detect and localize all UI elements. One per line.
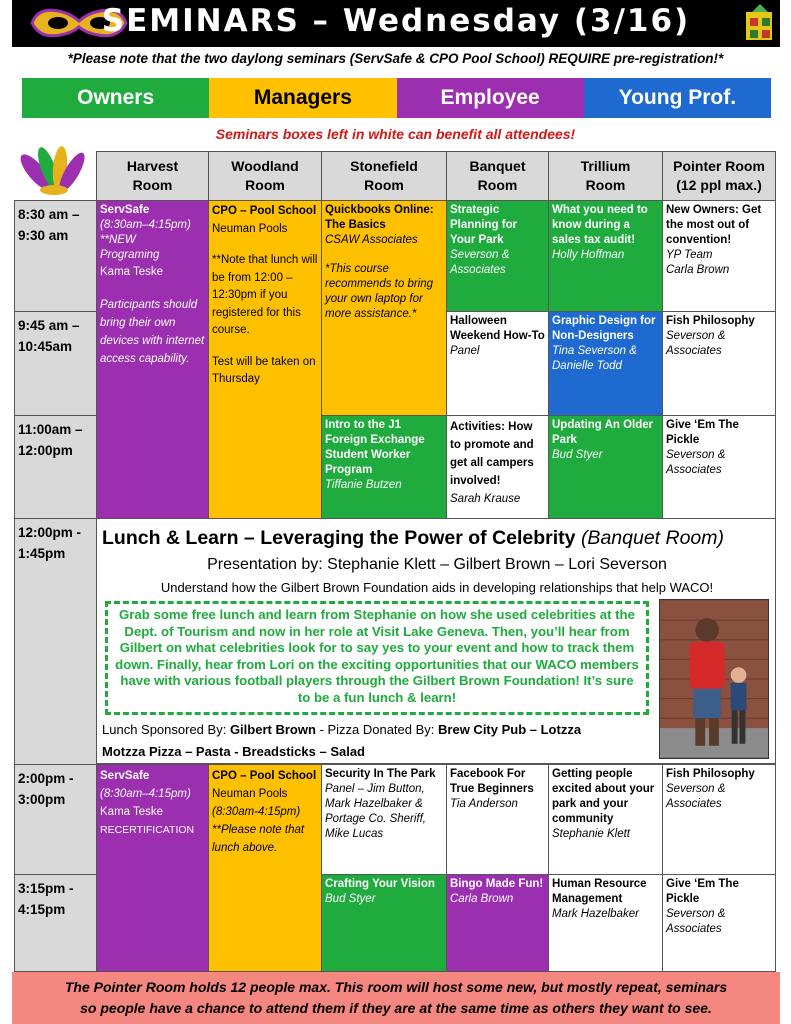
- session-pickle-afternoon: [662, 874, 776, 972]
- room-label: (12 ppl max.): [676, 177, 762, 193]
- session-cpo-morning: [208, 200, 322, 519]
- session-title: CPO – Pool School: [212, 770, 317, 782]
- lunch-description: Understand how the Gilbert Brown Foundation aids in developing relationships that help WACO!: [160, 580, 714, 595]
- session-bingo: [446, 874, 549, 972]
- time-start: 8:30 am –: [18, 207, 80, 222]
- session-speaker: Carla Brown: [666, 264, 730, 276]
- lunch-title: [102, 527, 724, 550]
- session-speaker: Sarah Krause: [450, 493, 521, 505]
- title-banner: [12, 0, 780, 47]
- celebrity-photo: [659, 599, 769, 759]
- session-tag: **NEW: [100, 234, 136, 246]
- session-quickbooks: [321, 200, 447, 416]
- session-speaker: Tia Anderson: [450, 798, 518, 810]
- legend-employee: Employee: [397, 78, 584, 118]
- session-cpo-afternoon: [208, 764, 322, 972]
- feathers-icon: [14, 146, 94, 198]
- room-header-banquet: [446, 151, 549, 201]
- room-name: Woodland: [231, 158, 299, 174]
- session-title: ServSafe: [100, 204, 150, 216]
- session-strategic-planning: [446, 200, 549, 312]
- session-servsafe-afternoon: [96, 764, 209, 972]
- room-label: Room: [477, 177, 518, 193]
- session-speaker: Kama Teske: [100, 806, 164, 818]
- session-note: Test will be taken on Thursday: [212, 355, 316, 385]
- lunch-title-text: Lunch & Learn – Leveraging the Power of Celebrity: [102, 527, 576, 549]
- session-hours: (8:30am–4:15pm): [100, 788, 191, 800]
- session-speaker: Severson & Associates: [666, 783, 726, 810]
- pizza-label: - Pizza Donated By:: [319, 722, 435, 737]
- room-name: Trillium: [580, 158, 631, 174]
- session-speaker: Neuman Pools: [212, 222, 288, 235]
- room-label: Room: [364, 177, 404, 193]
- session-title: Halloween Weekend How-To: [450, 315, 545, 342]
- legend-managers: Managers: [209, 78, 396, 118]
- session-speaker: Panel – Jim Button, Mark Hazelbaker & Portage Co. Sheriff, Mike Lucas: [325, 783, 426, 840]
- room-name: Stonefield: [350, 158, 418, 174]
- room-label: Room: [585, 177, 626, 193]
- pizza-sponsor: Brew City Pub – Lotzza: [438, 722, 582, 737]
- room-label: Room: [132, 177, 173, 193]
- session-hours: (8:30am-4:15pm): [212, 806, 301, 818]
- lunch-presenters: Presentation by: Stephanie Klett – Gilbert Brown – Lori Severson: [207, 556, 667, 573]
- session-crafting-vision: [321, 874, 447, 972]
- lunch-blurb: Grab some free lunch and learn from Stephanie on how she used celebrities at the Dept. of Tourism and now in her role at Visit Lake Geneva. Then, you’ll hear from Gilbert on what celebrities look for to say yes to your event and how to track them down. Finally, hear from Lori on the exciting opportunities that our WACO members have with various football players through the Gilbert Brown Foundation! It’s sure to be a fun lunch & learn!: [105, 601, 649, 715]
- session-note: *This course recommends to bring your own laptop for more assistance.*: [325, 263, 434, 320]
- session-title: New Owners: Get the most out of convention!: [666, 204, 762, 246]
- session-speaker: Severson & Associates: [666, 330, 726, 357]
- room-name: Banquet: [469, 158, 526, 174]
- lunch-menu: Motzza Pizza – Pasta - Breadsticks – Salad: [102, 744, 365, 759]
- session-speaker: Carla Brown: [450, 893, 514, 905]
- session-speaker: YP Team: [666, 249, 713, 261]
- page-title: SEMINARS – Wednesday (3/16): [101, 3, 691, 39]
- white-boxes-note: Seminars boxes left in white can benefit all attendees!: [215, 126, 576, 142]
- time-slot-6: [14, 874, 97, 972]
- session-title: Updating An Older Park: [552, 419, 654, 446]
- session-title: What you need to know during a sales tax audit!: [552, 204, 648, 246]
- session-fish-philosophy-morning: [662, 311, 776, 416]
- time-slot-4: [14, 518, 97, 765]
- time-start: 11:00am –: [18, 422, 83, 437]
- time-start: 12:00pm -: [18, 525, 82, 540]
- room-header-stonefield: [321, 151, 447, 201]
- lunch-and-learn-panel: [96, 518, 776, 764]
- session-speaker: Severson & Associates: [450, 249, 510, 276]
- room-header-pointer: [662, 151, 776, 201]
- session-speaker: Bud Styer: [325, 893, 376, 905]
- session-speaker: Tina Severson & Danielle Todd: [552, 345, 637, 372]
- room-header-trillium: [548, 151, 663, 201]
- session-activities: [446, 415, 549, 519]
- session-title: Give ‘Em The Pickle: [666, 878, 739, 905]
- session-speaker: Kama Teske: [100, 266, 164, 278]
- session-speaker: Mark Hazelbaker: [552, 908, 639, 920]
- sponsor-label: Lunch Sponsored By:: [102, 722, 227, 737]
- session-new-owners: [662, 200, 776, 312]
- session-pickle-morning: [662, 415, 776, 519]
- time-end: 4:15pm: [18, 902, 66, 917]
- session-title: Getting people excited about your park and your community: [552, 768, 655, 825]
- session-title: ServSafe: [100, 770, 150, 782]
- session-human-resource: [548, 874, 663, 972]
- session-facebook: [446, 764, 549, 875]
- category-legend: [22, 78, 771, 118]
- legend-young-prof: Young Prof.: [584, 78, 771, 118]
- time-end: 1:45pm: [18, 546, 66, 561]
- session-title: Fish Philosophy: [666, 315, 755, 327]
- session-title: Facebook For True Beginners: [450, 768, 534, 795]
- session-title: Quickbooks Online: The Basics: [325, 204, 434, 231]
- time-end: 9:30 am: [18, 228, 69, 243]
- session-note: Participants should bring their own devices with internet access capability.: [100, 299, 205, 365]
- legend-owners: Owners: [22, 78, 209, 118]
- session-halloween: [446, 311, 549, 416]
- room-label: Room: [245, 177, 285, 193]
- session-title: CPO – Pool School: [212, 205, 317, 217]
- session-speaker: Neuman Pools: [212, 788, 288, 800]
- session-title: Strategic Planning for Your Park: [450, 204, 518, 246]
- footer-line: so people have a chance to attend them if they are at the same time as others they want to see.: [80, 1000, 712, 1016]
- time-end: 3:00pm: [18, 792, 66, 807]
- session-graphic-design: [548, 311, 663, 416]
- session-note: RECERTIFICATION: [100, 824, 195, 836]
- session-speaker: CSAW Associates: [325, 234, 418, 246]
- sponsor-name: Gilbert Brown: [229, 722, 316, 737]
- session-speaker: Severson & Associates: [666, 449, 726, 476]
- session-speaker: Panel: [450, 345, 480, 357]
- session-speaker: Stephanie Klett: [552, 828, 631, 840]
- session-tag: Programing: [100, 249, 160, 261]
- time-start: 9:45 am –: [18, 318, 80, 333]
- time-slot-1: [14, 200, 97, 312]
- time-end: 10:45am: [18, 339, 73, 354]
- room-name: Pointer Room: [673, 158, 765, 174]
- time-start: 2:00pm -: [18, 771, 74, 786]
- session-title: Activities: How to promote and get all campers involved!: [450, 421, 534, 487]
- session-fish-philosophy-afternoon: [662, 764, 776, 875]
- session-getting-excited: [548, 764, 663, 875]
- lunch-sponsors: [102, 722, 581, 737]
- session-title: Bingo Made Fun!: [450, 878, 544, 890]
- session-note: **Please note that lunch above.: [212, 824, 305, 854]
- session-title: Crafting Your Vision: [325, 878, 435, 890]
- time-slot-5: [14, 764, 97, 875]
- session-servsafe-morning: [96, 200, 209, 519]
- preregistration-note: *Please note that the two daylong seminars (ServSafe & CPO Pool School) REQUIRE pre-registration!*: [67, 51, 724, 66]
- mascot-icon: [740, 4, 780, 44]
- room-name: Harvest: [126, 158, 179, 174]
- session-older-park: [548, 415, 663, 519]
- session-title: Human Resource Management: [552, 878, 647, 905]
- session-title: Security In The Park: [325, 768, 436, 780]
- session-note: **Note that lunch will be from 12:00 – 12:30pm if you registered for this course.: [212, 254, 318, 336]
- session-title: Intro to the J1 Foreign Exchange Student Worker Program: [325, 419, 425, 476]
- lunch-room: (Banquet Room): [580, 527, 725, 549]
- session-hours: (8:30am–4:15pm): [100, 219, 191, 231]
- session-sales-tax: [548, 200, 663, 312]
- pointer-room-footer: [12, 972, 780, 1024]
- time-start: 3:15pm -: [18, 881, 74, 896]
- session-speaker: Tiffanie Butzen: [325, 479, 402, 491]
- room-header-woodland: [208, 151, 322, 201]
- session-title: Graphic Design for Non-Designers: [552, 315, 656, 342]
- session-title: Give ‘Em The Pickle: [666, 419, 739, 446]
- session-j1-program: [321, 415, 447, 519]
- session-speaker: Severson & Associates: [666, 908, 726, 935]
- footer-line: The Pointer Room holds 12 people max. This room will host some new, but mostly repeat, seminars: [64, 979, 728, 995]
- time-slot-2: [14, 311, 97, 416]
- session-speaker: Holly Hoffman: [552, 249, 625, 261]
- time-slot-3: [14, 415, 97, 519]
- session-speaker: Bud Styer: [552, 449, 603, 461]
- session-title: Fish Philosophy: [666, 768, 755, 780]
- session-security: [321, 764, 447, 875]
- room-header-harvest: [96, 151, 209, 201]
- time-end: 12:00pm: [18, 443, 73, 458]
